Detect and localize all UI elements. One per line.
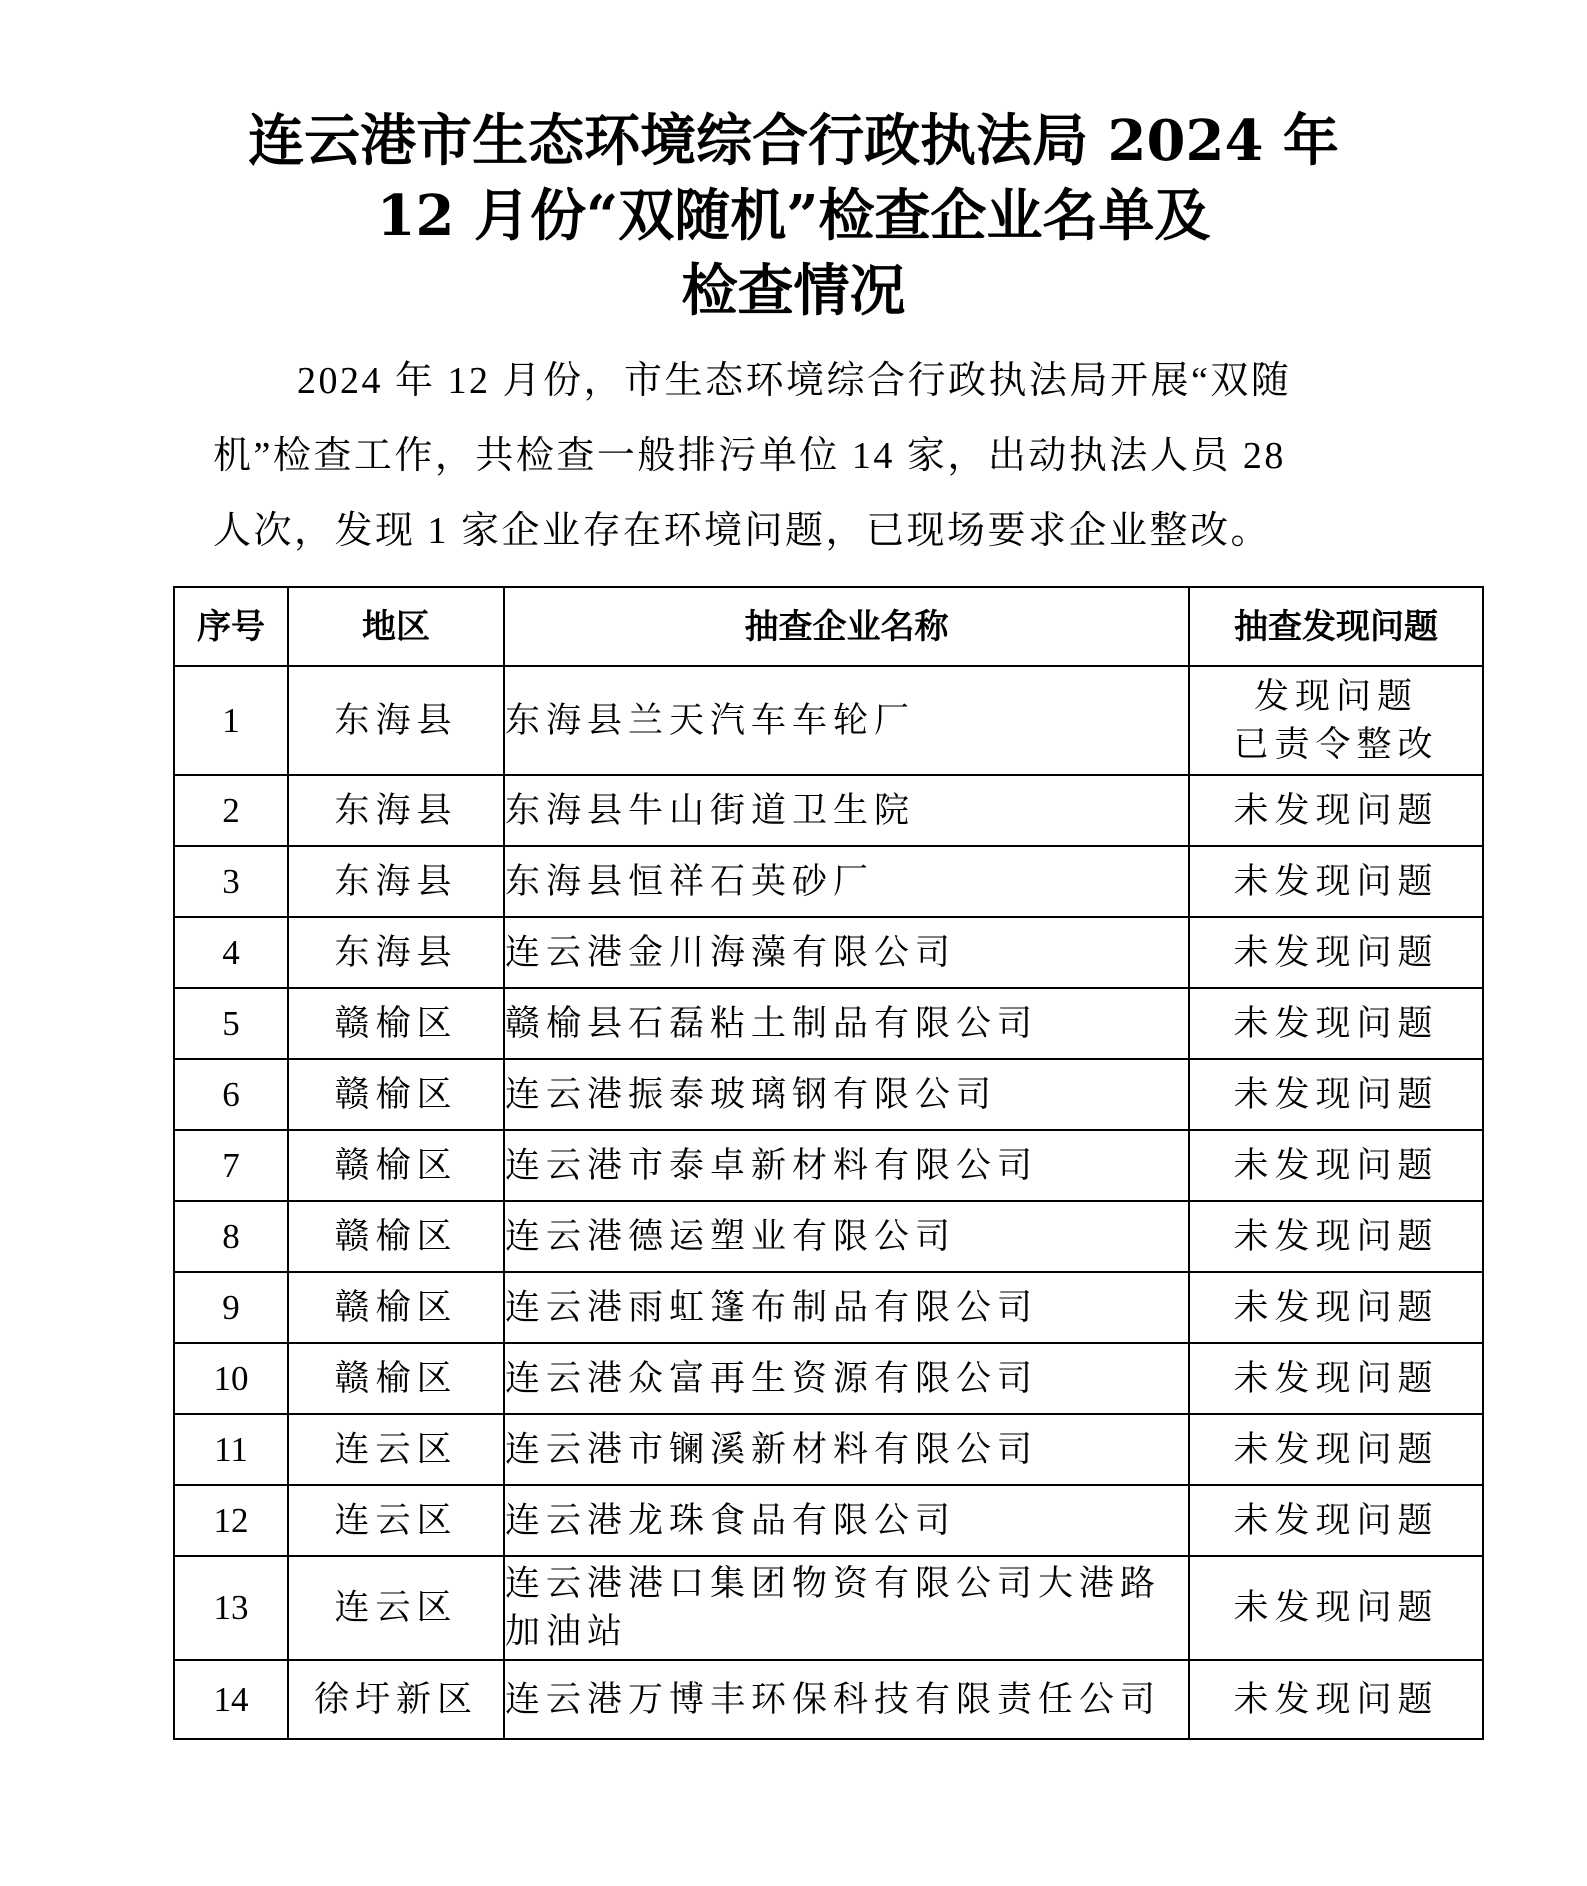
title-line-2: 12 月份“双随机”检查企业名单及	[376, 183, 1211, 249]
table-row	[174, 1343, 1483, 1414]
cell-result: 未发现问题	[1189, 1660, 1483, 1739]
table-header-row	[174, 587, 1483, 666]
table-row	[174, 1414, 1483, 1485]
cell-company: 连云港众富再生资源有限公司	[504, 1343, 1189, 1414]
cell-company	[504, 1556, 1189, 1660]
cell-area: 连云区	[288, 1414, 504, 1485]
cell-serial: 14	[174, 1660, 288, 1739]
cell-company: 连云港雨虹篷布制品有限公司	[504, 1272, 1189, 1343]
title-line-1: 连云港市生态环境综合行政执法局 2024 年	[248, 108, 1339, 174]
summary-paragraph	[213, 344, 1343, 569]
table-row	[174, 666, 1483, 775]
cell-company: 连云港市泰卓新材料有限公司	[504, 1130, 1189, 1201]
cell-result: 未发现问题	[1189, 917, 1483, 988]
table-row	[174, 1485, 1483, 1556]
header-company: 抽查企业名称	[504, 587, 1189, 666]
result-line: 发现问题	[1253, 676, 1418, 717]
cell-area: 连云区	[288, 1556, 504, 1660]
table-row	[174, 1201, 1483, 1272]
cell-serial: 7	[174, 1130, 288, 1201]
table-row	[174, 1130, 1483, 1201]
cell-area: 徐圩新区	[288, 1660, 504, 1739]
paragraph-line-1: 2024 年 12 月份，市生态环境综合行政执法局开展“双随	[297, 360, 1292, 402]
table-row	[174, 1556, 1483, 1660]
paragraph-line-2: 机”检查工作，共检查一般排污单位 14 家，出动执法人员 28	[213, 435, 1286, 477]
cell-result: 未发现问题	[1189, 988, 1483, 1059]
cell-serial: 9	[174, 1272, 288, 1343]
cell-serial: 2	[174, 775, 288, 846]
cell-area: 赣榆区	[288, 1201, 504, 1272]
cell-serial: 11	[174, 1414, 288, 1485]
table-row	[174, 988, 1483, 1059]
cell-company: 连云港万博丰环保科技有限责任公司	[504, 1660, 1189, 1739]
cell-area: 东海县	[288, 775, 504, 846]
header-area: 地区	[288, 587, 504, 666]
cell-company: 连云港振泰玻璃钢有限公司	[504, 1059, 1189, 1130]
cell-result: 未发现问题	[1189, 1130, 1483, 1201]
cell-serial: 6	[174, 1059, 288, 1130]
company-line: 加油站	[505, 1612, 629, 1652]
table-row	[174, 775, 1483, 846]
cell-company: 连云港龙珠食品有限公司	[504, 1485, 1189, 1556]
title-line-3: 检查情况	[681, 258, 906, 324]
header-result: 抽查发现问题	[1189, 587, 1483, 666]
cell-area: 连云区	[288, 1485, 504, 1556]
table-row	[174, 1059, 1483, 1130]
paragraph-line-3: 人次，发现 1 家企业存在环境问题，已现场要求企业整改。	[213, 510, 1272, 552]
cell-serial: 1	[174, 666, 288, 775]
cell-area: 东海县	[288, 666, 504, 775]
cell-company: 东海县兰天汽车车轮厂	[504, 666, 1189, 775]
cell-result: 未发现问题	[1189, 1201, 1483, 1272]
cell-result: 未发现问题	[1189, 1556, 1483, 1660]
cell-area: 赣榆区	[288, 1130, 504, 1201]
cell-area: 东海县	[288, 846, 504, 917]
cell-area: 赣榆区	[288, 1343, 504, 1414]
table-row	[174, 917, 1483, 988]
cell-area: 东海县	[288, 917, 504, 988]
cell-area: 赣榆区	[288, 1059, 504, 1130]
cell-serial: 12	[174, 1485, 288, 1556]
cell-company: 连云港金川海藻有限公司	[504, 917, 1189, 988]
cell-serial: 5	[174, 988, 288, 1059]
cell-company: 连云港德运塑业有限公司	[504, 1201, 1189, 1272]
cell-company: 连云港市镧溪新材料有限公司	[504, 1414, 1189, 1485]
cell-area: 赣榆区	[288, 988, 504, 1059]
cell-result: 未发现问题	[1189, 1414, 1483, 1485]
result-line: 已责令整改	[1233, 724, 1439, 765]
cell-serial: 8	[174, 1201, 288, 1272]
cell-result: 未发现问题	[1189, 1343, 1483, 1414]
company-line: 连云港港口集团物资有限公司大港路	[505, 1564, 1162, 1604]
table-row	[174, 846, 1483, 917]
table-row	[174, 1272, 1483, 1343]
cell-area: 赣榆区	[288, 1272, 504, 1343]
cell-result: 未发现问题	[1189, 846, 1483, 917]
cell-result: 未发现问题	[1189, 775, 1483, 846]
header-serial: 序号	[174, 587, 288, 666]
cell-result: 未发现问题	[1189, 1485, 1483, 1556]
cell-serial: 13	[174, 1556, 288, 1660]
cell-serial: 4	[174, 917, 288, 988]
cell-result: 未发现问题	[1189, 1059, 1483, 1130]
cell-company: 东海县恒祥石英砂厂	[504, 846, 1189, 917]
cell-company: 赣榆县石磊粘土制品有限公司	[504, 988, 1189, 1059]
cell-result: 未发现问题	[1189, 1272, 1483, 1343]
cell-serial: 10	[174, 1343, 288, 1414]
cell-serial: 3	[174, 846, 288, 917]
cell-result	[1189, 666, 1483, 775]
inspection-table	[173, 586, 1484, 1740]
table-row	[174, 1660, 1483, 1739]
document-title	[0, 104, 1587, 329]
cell-company: 东海县牛山街道卫生院	[504, 775, 1189, 846]
